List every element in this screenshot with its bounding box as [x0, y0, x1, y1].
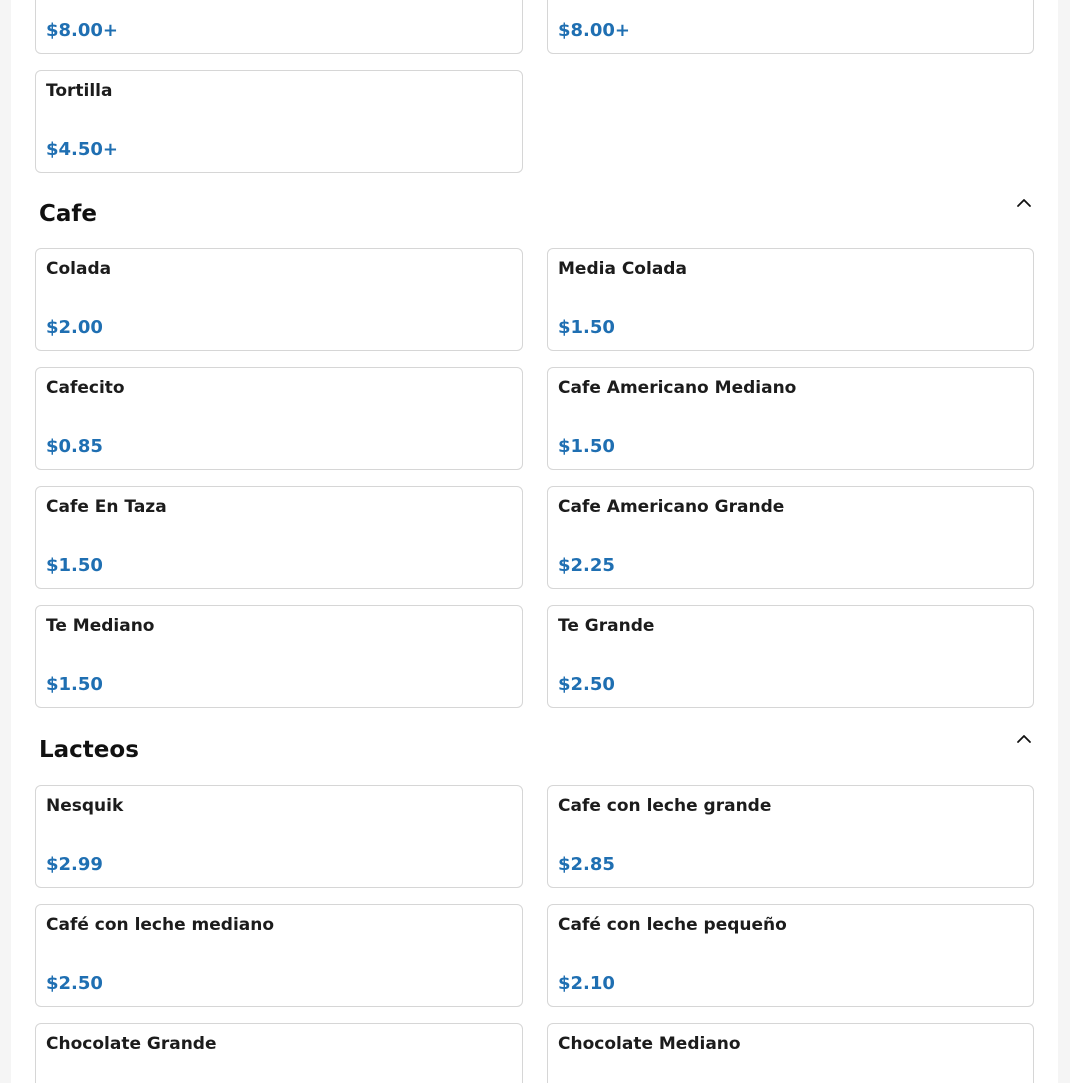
section-header-cafe	[35, 201, 1034, 241]
menu-item-price: $2.25	[558, 555, 615, 576]
menu-item-price: $2.99	[46, 854, 103, 875]
lacteos-items	[35, 785, 1034, 1083]
menu-item-card[interactable]	[35, 904, 523, 1007]
menu-item-price: $2.10	[558, 973, 615, 994]
menu-item-price: $2.50	[46, 973, 103, 994]
menu-item-name: Café con leche mediano	[46, 915, 275, 935]
menu-item-name: Cafe En Taza	[46, 497, 167, 517]
menu-item-name: Cafe Americano Grande	[558, 497, 785, 517]
menu-item-card[interactable]	[35, 605, 523, 708]
menu-item-price: $2.85	[558, 854, 615, 875]
top-section-items	[35, 0, 1034, 173]
menu-item-name: Chocolate Grande	[46, 1034, 217, 1054]
menu-item-name: Te Grande	[558, 616, 655, 636]
menu-item-card[interactable]	[35, 248, 523, 351]
menu-item-price: $1.50	[46, 674, 103, 695]
menu-item-name: Te Mediano	[46, 616, 155, 636]
menu-item-card[interactable]	[35, 1023, 523, 1083]
menu-item-card[interactable]	[35, 70, 523, 173]
chevron-up-icon[interactable]	[1014, 729, 1034, 749]
menu-page	[11, 0, 1058, 1083]
menu-item-card[interactable]	[547, 248, 1034, 351]
menu-item-card[interactable]	[35, 0, 523, 54]
menu-item-price: $2.50	[558, 674, 615, 695]
section-title: Lacteos	[39, 737, 139, 763]
chevron-up-icon[interactable]	[1014, 193, 1034, 213]
menu-item-name: Chocolate Mediano	[558, 1034, 741, 1054]
section-title: Cafe	[39, 201, 98, 227]
menu-item-name: Cafe con leche grande	[558, 796, 772, 816]
menu-item-name: Nesquik	[46, 796, 124, 816]
menu-item-price: $4.50+	[46, 139, 119, 160]
menu-item-card[interactable]	[547, 0, 1034, 54]
menu-item-card[interactable]	[547, 1023, 1034, 1083]
menu-item-price: $8.00+	[46, 20, 119, 41]
menu-item-card[interactable]	[547, 367, 1034, 470]
menu-item-name: Media Colada	[558, 259, 687, 279]
menu-item-price: $1.50	[46, 555, 103, 576]
cafe-items	[35, 248, 1034, 708]
menu-item-card[interactable]	[547, 785, 1034, 888]
menu-item-name: Cafecito	[46, 378, 125, 398]
menu-item-card[interactable]	[547, 904, 1034, 1007]
menu-item-price: $0.85	[46, 436, 103, 457]
menu-item-card[interactable]	[35, 785, 523, 888]
menu-item-price: $8.00+	[558, 20, 631, 41]
menu-item-card[interactable]	[35, 486, 523, 589]
menu-item-card[interactable]	[547, 605, 1034, 708]
menu-item-name: Tortilla	[46, 81, 113, 101]
menu-item-price: $1.50	[558, 436, 615, 457]
section-header-lacteos	[35, 737, 1034, 777]
menu-item-name: Café con leche pequeño	[558, 915, 787, 935]
menu-item-name: Cafe Americano Mediano	[558, 378, 797, 398]
menu-item-name: Colada	[46, 259, 112, 279]
menu-item-price: $1.50	[558, 317, 615, 338]
menu-item-price: $2.00	[46, 317, 103, 338]
menu-item-card[interactable]	[35, 367, 523, 470]
menu-item-card[interactable]	[547, 486, 1034, 589]
